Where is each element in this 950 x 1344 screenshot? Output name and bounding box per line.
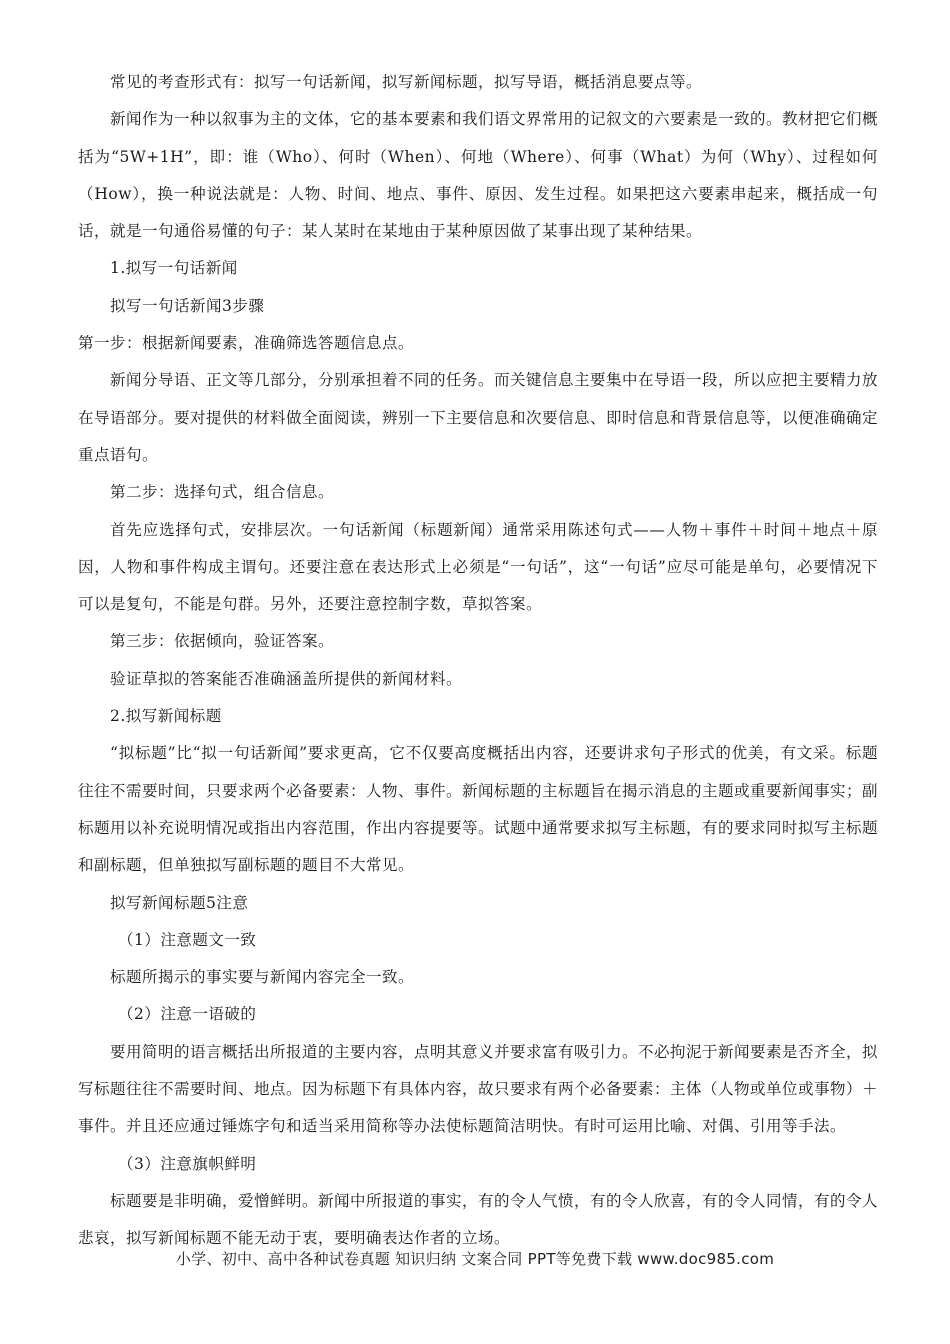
paragraph: 验证草拟的答案能否准确涵盖所提供的新闻材料。 [110, 669, 463, 688]
paragraph: 首先应选择句式，安排层次。一句话新闻（标题新闻）通常采用陈述句式——人物＋事件＋时间＋地点＋原因，人物和事件构成主谓句。还要注意在表达形式上必须是“一句话”，这“一句话”应尽可能是单句，必要情况下可以是复句，不能是句群。另外，还要注意控制字数，草拟答案。 [78, 520, 878, 614]
sub-heading: （3）注意旗帜鲜明 [118, 1154, 257, 1173]
paragraph: 2.拟写新闻标题 [110, 707, 222, 726]
page-footer: 小学、初中、高中各种试卷真题 知识归纳 文案合同 PPT等免费下载 www.doc985.com [175, 1250, 775, 1268]
paragraph: 拟写一句话新闻3步骤 [110, 296, 265, 315]
paragraph: 拟写新闻标题5注意 [110, 893, 249, 912]
paragraph: 新闻分导语、正文等几部分，分别承担着不同的任务。而关键信息主要集中在导语一段，所以应把主要精力放在导语部分。要对提供的材料做全面阅读，辨别一下主要信息和次要信息、即时信息和背景信息等，以便准确确定重点语句。 [78, 371, 879, 464]
paragraph: 标题要是非明确，爱憎鲜明。新闻中所报道的事实，有的令人气愤，有的令人欣喜，有的令人同情，有的令人悲哀，拟写新闻标题不能无动于衷，要明确表达作者的立场。 [78, 1191, 879, 1248]
paragraph: “拟标题”比“拟一句话新闻”要求更高，它不仅要高度概括出内容，还要讲求句子形式的优美，有文采。标题往往不需要时间，只要求两个必备要素：人物、事件。新闻标题的主标题旨在揭示消息的主题或重要新闻事实；副标题用以补充说明情况或指出内容范围，作出内容提要等。试题中通常要求拟写主标题，有的要求同时拟写主标题和副标题，但单独拟写副标题的题目不大常见。 [78, 744, 879, 875]
paragraph: 第一步：根据新闻要素，准确筛选答题信息点。 [78, 334, 415, 353]
document-body [78, 64, 878, 1258]
paragraph: 1.拟写一句话新闻 [110, 259, 238, 278]
paragraph: 第二步：选择句式，组合信息。 [110, 483, 335, 502]
sub-heading: （1）注意题文一致 [118, 930, 257, 949]
sub-heading: （2）注意一语破的 [118, 1005, 257, 1024]
paragraph: 常见的考查形式有：拟写一句话新闻，拟写新闻标题，拟写导语，概括消息要点等。 [110, 73, 703, 91]
paragraph: 第三步：依据倾向，验证答案。 [110, 632, 335, 651]
paragraph: 要用简明的语言概括出所报道的主要内容，点明其意义并要求富有吸引力。不必拘泥于新闻要素是否齐全，拟写标题往往不需要时间、地点。因为标题下有具体内容，故只要求有两个必备要素：主体（人物或单位或事物）＋事件。并且还应通过锤炼字句和适当采用简称等办法使标题简洁明快。有时可运用比喻、对偶、引用等手法。 [78, 1042, 879, 1136]
paragraph: 新闻作为一种以叙事为主的文体，它的基本要素和我们语文界常用的记叙文的六要素是一致的。教材把它们概括为“5W+1H”，即：谁（Who）、何时（When）、何地（Where）、何事（What）为何（Why）、过程如何（How），换一种说法就是：人物、时间、地点、事件、原因、发生过程。如果把这六要素串起来，概括成一句话，就是一句通俗易懂的句子：某人某时在某地由于某种原因做了某事出现了某种结果。 [78, 110, 879, 241]
paragraph: 标题所揭示的事实要与新闻内容完全一致。 [110, 968, 415, 987]
